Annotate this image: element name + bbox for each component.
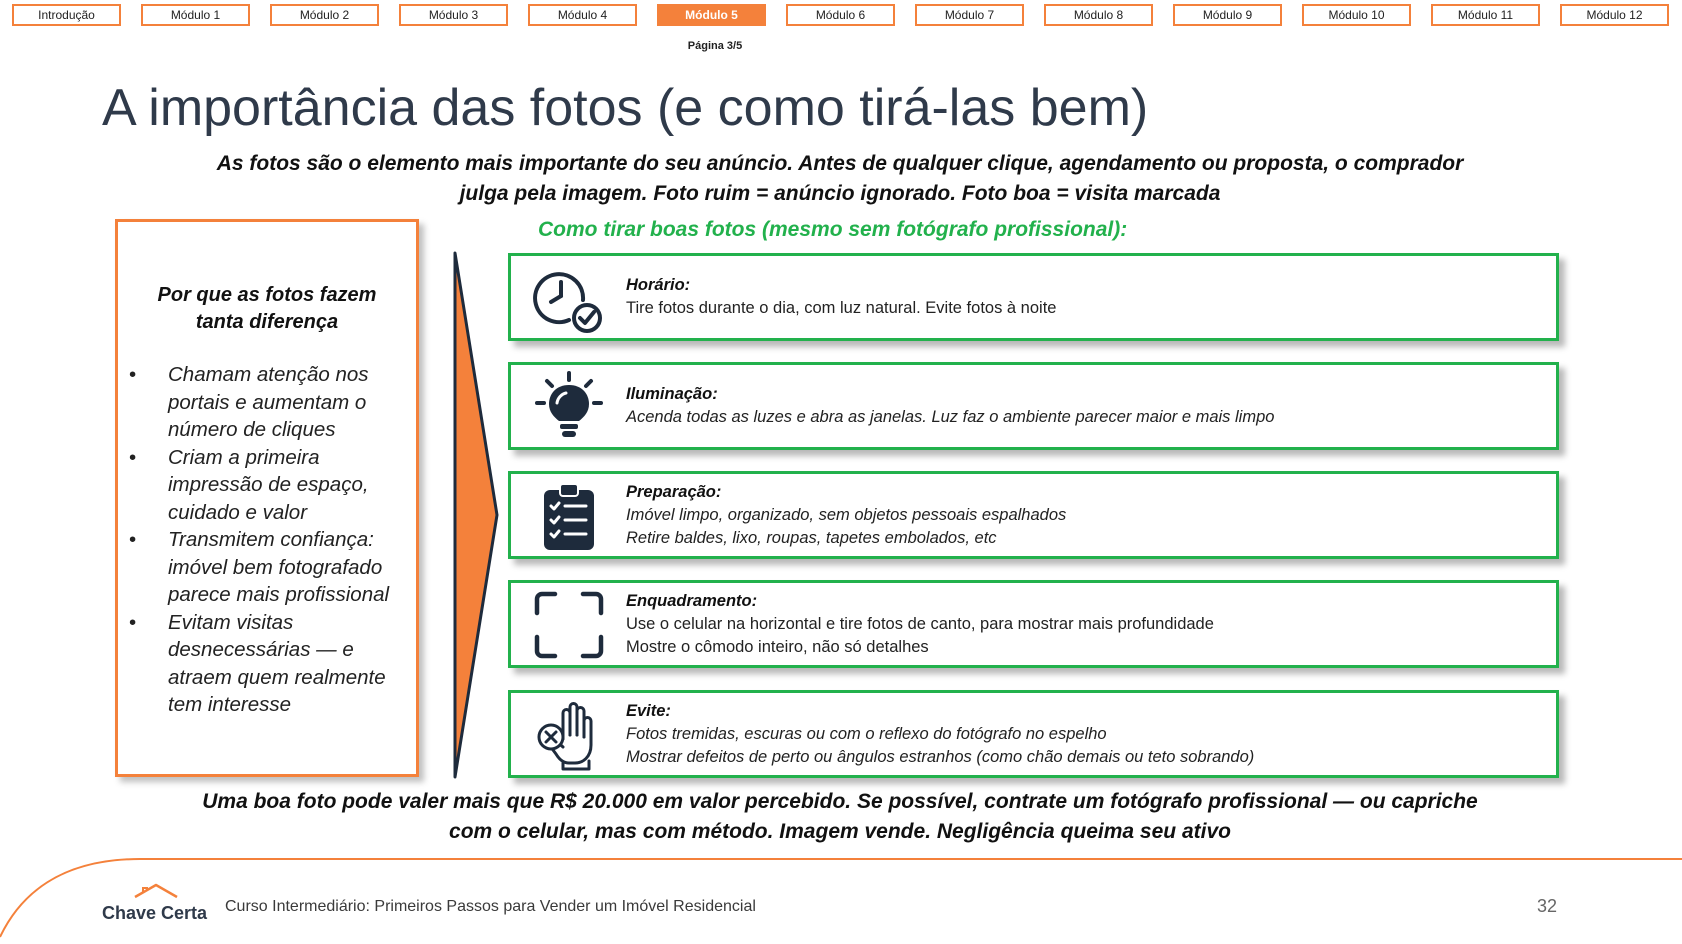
tip-line: Fotos tremidas, escuras ou com o reflexo do fotógrafo no espelho	[626, 724, 1107, 743]
tip-text	[626, 256, 1056, 338]
nav-button-modulo-5[interactable]: Módulo 5	[657, 4, 766, 26]
nav-button-modulo-11[interactable]: Módulo 11	[1431, 4, 1540, 26]
why-item-line: cuidado e valor	[168, 500, 308, 524]
clock-check-icon	[533, 262, 605, 334]
tip-title: Horário:	[626, 276, 691, 294]
house-roof-icon	[133, 882, 179, 900]
module-nav	[12, 4, 1670, 30]
nav-button-introducao[interactable]: Introdução	[12, 4, 121, 26]
why-list-item	[118, 444, 418, 527]
tip-line: Mostrar defeitos de perto ou ângulos estranhos (como chão demais ou teto sobrando)	[626, 747, 1255, 766]
hand-stop-icon	[533, 699, 605, 771]
why-item-line: número de cliques	[168, 418, 336, 441]
nav-button-modulo-7[interactable]: Módulo 7	[915, 4, 1024, 26]
bullet: •	[129, 363, 137, 386]
tip-card-horario	[508, 253, 1559, 341]
why-item-line: parece mais profissional	[168, 583, 390, 606]
nav-button-modulo-2[interactable]: Módulo 2	[270, 4, 379, 26]
tip-title: Preparação:	[626, 482, 722, 501]
nav-button-modulo-1[interactable]: Módulo 1	[141, 4, 250, 26]
pointer-arrow-icon	[450, 250, 502, 780]
tip-line: Retire baldes, lixo, roupas, tapetes embolados, etc	[626, 528, 997, 547]
conclusion	[90, 787, 1590, 847]
nav-button-modulo-9[interactable]: Módulo 9	[1173, 4, 1282, 26]
why-item-line: imóvel bem fotografado	[168, 555, 383, 579]
why-item-line: Criam a primeira	[168, 445, 320, 469]
tip-title: Iluminação:	[626, 385, 718, 403]
page-number: 32	[1537, 896, 1558, 916]
subtitle	[90, 149, 1590, 209]
lightbulb-icon	[533, 371, 605, 443]
why-item-line: Transmitem confiança:	[168, 528, 374, 551]
why-item-line: Chamam atenção nos	[168, 363, 369, 386]
tip-line: Acenda todas as luzes e abra as janelas. Luz faz o ambiente parecer maior e mais limpo	[626, 408, 1275, 426]
why-heading-line: tanta diferença	[195, 311, 339, 333]
course-title: Curso Intermediário: Primeiros Passos para Vender um Imóvel Residencial	[225, 898, 756, 915]
conclusion-line: com o celular, mas com método. Imagem vende. Negligência queima seu ativo	[449, 820, 1231, 843]
why-item-line: Evitam visitas	[168, 610, 294, 634]
why-item-line: desnecessárias — e	[168, 638, 354, 661]
why-list	[118, 361, 418, 719]
tip-line: Imóvel limpo, organizado, sem objetos pessoais espalhados	[626, 505, 1067, 524]
subtitle-line: As fotos são o elemento mais importante do seu anúncio. Antes de qualquer clique, agendamento ou proposta, o comprador	[216, 152, 1464, 175]
why-item-line: portais e aumentam o	[168, 390, 367, 414]
tip-card-enquadramento	[508, 580, 1559, 668]
nav-button-modulo-6[interactable]: Módulo 6	[786, 4, 895, 26]
bullet: •	[129, 445, 137, 469]
tip-line: Use o celular na horizontal e tire fotos de canto, para mostrar mais profundidade	[626, 614, 1214, 633]
why-list-item	[118, 526, 418, 609]
tip-card-preparacao	[508, 471, 1559, 559]
why-list-item	[118, 609, 418, 719]
tip-text	[626, 365, 1274, 447]
why-box	[115, 219, 419, 777]
page-title: A importância das fotos (e como tirá-las bem)	[102, 79, 1149, 137]
why-heading	[138, 282, 396, 336]
tip-title: Evite:	[626, 701, 671, 720]
nav-button-modulo-10[interactable]: Módulo 10	[1302, 4, 1411, 26]
why-item-line: impressão de espaço,	[168, 473, 369, 496]
why-list-item	[118, 361, 418, 444]
tip-line: Tire fotos durante o dia, com luz natural. Evite fotos à noite	[626, 299, 1057, 317]
tip-text	[626, 474, 1066, 556]
page-indicator: Página 3/5	[687, 40, 743, 52]
nav-button-modulo-8[interactable]: Módulo 8	[1044, 4, 1153, 26]
tip-text	[626, 693, 1254, 775]
tips-heading: Como tirar boas fotos (mesmo sem fotógrafo profissional):	[538, 218, 1128, 241]
bullet: •	[129, 528, 137, 551]
tip-card-iluminacao	[508, 362, 1559, 450]
why-item-line: tem interesse	[168, 693, 292, 716]
logo: Chave Certa	[102, 903, 208, 923]
tip-card-evite	[508, 690, 1559, 778]
nav-button-modulo-3[interactable]: Módulo 3	[399, 4, 508, 26]
why-item-line: atraem quem realmente	[168, 665, 386, 689]
tip-line: Mostre o cômodo inteiro, não só detalhes	[626, 637, 929, 656]
nav-button-modulo-12[interactable]: Módulo 12	[1560, 4, 1669, 26]
subtitle-line: julga pela imagem. Foto ruim = anúncio ignorado. Foto boa = visita marcada	[459, 182, 1221, 205]
frame-corners-icon	[533, 589, 605, 661]
tip-title: Enquadramento:	[626, 591, 758, 610]
why-heading-line: Por que as fotos fazem	[157, 284, 377, 306]
clipboard-checklist-icon	[533, 480, 605, 552]
tip-text	[626, 583, 1214, 665]
bullet: •	[129, 610, 137, 634]
nav-button-modulo-4[interactable]: Módulo 4	[528, 4, 637, 26]
conclusion-line: Uma boa foto pode valer mais que R$ 20.000 em valor percebido. Se possível, contrate um fotógrafo profissional — ou capriche	[202, 790, 1478, 813]
